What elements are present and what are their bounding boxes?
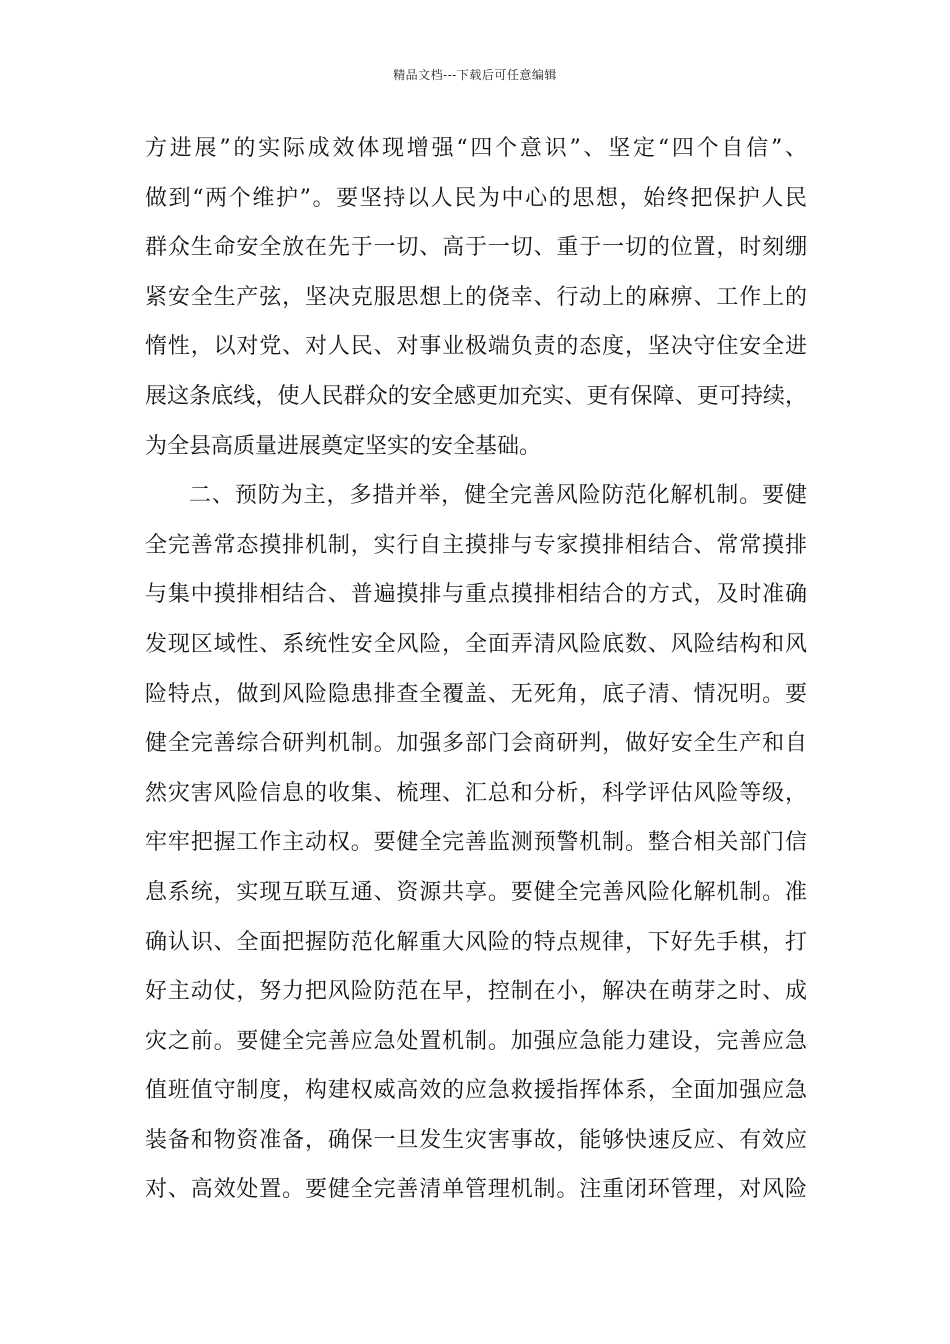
text-line: 牢牢把握工作主动权。要健全完善监测预警机制。整合相关部门信: [145, 830, 807, 856]
text-line: 群众生命安全放在先于一切、高于一切、重于一切的位置，时刻绷: [145, 235, 807, 261]
text-line: 发现区域性、系统性安全风险，全面弄清风险底数、风险结构和风: [145, 631, 807, 657]
text-line: 确认识、全面把握防范化解重大风险的特点规律，下好先手棋，打: [145, 929, 807, 955]
text-line: 息系统，实现互联互通、资源共享。要健全完善风险化解机制。准: [145, 879, 807, 905]
text-line: 然灾害风险信息的收集、梳理、汇总和分析，科学评估风险等级，: [145, 780, 807, 806]
page-header: 精品文档---下载后可任意编辑: [393, 68, 557, 82]
text-line: 惰性，以对党、对人民、对事业极端负责的态度，坚决守住安全进: [145, 334, 807, 360]
document-body: [145, 124, 807, 1215]
text-line: 健全完善综合研判机制。加强多部门会商研判，做好安全生产和自: [145, 731, 807, 757]
text-line: 展这条底线，使人民群众的安全感更加充实、更有保障、更可持续，: [145, 383, 807, 409]
text-line: 二、预防为主，多措并举，健全完善风险防范化解机制。要健: [189, 483, 807, 509]
text-line: 值班值守制度，构建权威高效的应急救援指挥体系，全面加强应急: [145, 1078, 807, 1104]
text-line: 对、高效处置。要健全完善清单管理机制。注重闭环管理，对风险: [145, 1177, 807, 1203]
text-line: 做到“两个维护”。要坚持以人民为中心的思想，始终把保护人民: [145, 185, 807, 211]
text-line: 装备和物资准备，确保一旦发生灾害事故，能够快速反应、有效应: [145, 1127, 807, 1153]
text-line: 紧安全生产弦，坚决克服思想上的侥幸、行动上的麻痹、工作上的: [145, 284, 807, 310]
text-line: 全完善常态摸排机制，实行自主摸排与专家摸排相结合、常常摸排: [145, 532, 807, 558]
text-line: 与集中摸排相结合、普遍摸排与重点摸排相结合的方式，及时准确: [145, 582, 807, 608]
text-line: 方进展”的实际成效体现增强“四个意识”、坚定“四个自信”、: [145, 136, 807, 161]
text-line: 险特点，做到风险隐患排查全覆盖、无死角，底子清、情况明。要: [145, 681, 807, 707]
text-line: 灾之前。要健全完善应急处置机制。加强应急能力建设，完善应急: [145, 1028, 807, 1054]
text-line: 为全县高质量进展奠定坚实的安全基础。: [145, 433, 542, 459]
text-line: 好主动仗，努力把风险防范在早，控制在小，解决在萌芽之时、成: [145, 979, 807, 1005]
